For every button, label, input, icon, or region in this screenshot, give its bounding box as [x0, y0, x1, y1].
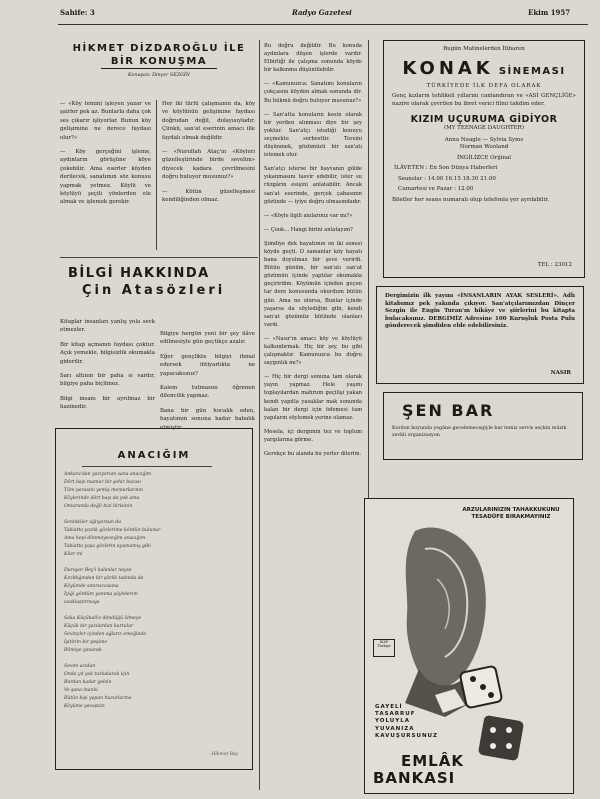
film-phone-note: Biletler her seans numaralı olup telefonla yer ayrılabilir.: [392, 196, 549, 203]
bank-logo: İKSP Türkiye: [373, 639, 395, 657]
interview-paragraph: — Kötün güzelleşmesi kendiliğinden olmaz.: [162, 188, 255, 204]
interview-paragraph: — Köy gerçeğini işleme, aydınların görüşüne köye çekebilir. Ama eserler köyden derilecek, sanatımın söz konusu yapmak yetmez. Köylü ve köylüyü şeçili yönlerden ele almak ve işlemek gerekir.: [60, 149, 151, 206]
poem-line: Küçük bir yazılardan kurtulur: [64, 624, 134, 629]
poem-line: Ankara'dan yazıyorum sana anacığım: [64, 472, 152, 477]
poem-line: Onda yıl yok tuzlukarak için: [64, 672, 130, 677]
interview-paragraph: Mesela, içi dergimin tez ve toplum yargılarına görme.: [264, 428, 362, 443]
page-header: [0, 6, 600, 20]
bank-body-line: YOLUYLA: [375, 718, 410, 725]
poem-box: [55, 428, 253, 770]
poem-line: Duruyor Bey'i kalanlar neyse: [64, 568, 132, 573]
konak-cinema-ad: [383, 40, 585, 278]
film-cast-1: Anna Neagle — Sylvia Syms: [444, 136, 524, 143]
poem-line: Burdan kadar gelsin: [64, 680, 112, 685]
film-original-title: (MY TEENAGE DAUGHTER): [444, 125, 524, 131]
section-rule: [60, 257, 258, 258]
proverb: Sarı altının bir paha sı vardır, bilgiye paha biçilmez.: [60, 373, 155, 388]
page-number: Sahife: 3: [60, 8, 95, 17]
bank-slogan: ARZULARINIZIN TAHAKKUKUNU TESADÜFE BIRAKMAYINIZ: [462, 507, 560, 520]
film-language: İNGİLİZCE Orijinal: [456, 154, 512, 161]
bank-body-text: [375, 704, 439, 740]
proverb: Bir kitap açmanın faydası çoktur. Açık yemekle, bilgisizlik okumakla giderilir.: [60, 341, 155, 365]
poem-line: Dört başı mamur bir şehir burası: [64, 480, 141, 485]
interview-paragraph: Gerekçe bu alanda bu yerler dilerim.: [264, 451, 362, 458]
proverb: Bilgi insanı bir ayrılmaz bir hazinedir.: [60, 395, 155, 411]
konak-brand: KONAK: [402, 57, 494, 79]
proverb: Bana bir gün hocalık eden, hayatımın sonuna kadar babalık etmiştir.: [160, 407, 255, 431]
poem-title: ANACIĞIM: [117, 450, 191, 461]
konak-brand-row: [384, 58, 584, 79]
film-weekend: Cumartesi ve Pazar : 12.00: [398, 186, 474, 192]
bank-body-line: KAVUŞURSUNUZ: [375, 732, 439, 739]
interview-paragraph: — «Köyle ilgili anılarınız var mı?»: [264, 212, 353, 219]
poem-line: Tabiatta yazlık gözlerime kördün bulunur: [64, 528, 161, 533]
proverb: Kitaplar insanları yanlış yola sevk etmezler.: [60, 319, 155, 334]
proverbs-title-line1: BİLGİ HAKKINDA: [68, 266, 210, 281]
bank-brand: EMLÂK: [401, 752, 464, 770]
bar-text: Kordon boyunda yegâne gecelemecegiyle bar temiz servis seçkin müzik zevkli organizasyon: [392, 426, 567, 438]
interview-title-line2: BİR KONUŞMA: [101, 55, 217, 69]
poem-title-rule: [82, 466, 212, 467]
poem-line: Ama hepi dönmeyeceğim anacığım: [64, 536, 146, 541]
poem-stanza: [64, 615, 244, 655]
interview-paragraph: — Çook... Hangi birini anlatayım?: [264, 226, 353, 233]
poem-line: Köyümde sınırsızcasına: [64, 584, 119, 589]
poem-line: Kırıldığından bir şiirlik tadında da: [64, 576, 144, 581]
poem-stanza: [64, 663, 244, 711]
poem-line: Köylerinde dört başı da yok ama: [64, 496, 140, 501]
interview-paragraph: — «Köy temini işleyen yazar ve şairler pek az. Bunlarla daha çok ses çıkarır işliyorlar. Bunun köy gelişimine ne derece faydası olur?»: [60, 101, 151, 141]
poem-line: Kiler mi: [64, 552, 83, 557]
interview-paragraph: Her iki türlü çalışmanın da, köy ve köylünün gelişimine faydası doğrudan değil, dolayısıyladır. Çünkü, san'at eserinin amacı ille faydalı olmak değildir.: [162, 101, 255, 141]
bank-body-line: TASARRUF: [375, 711, 416, 718]
interview-paragraph: — Hiç bir dergi sonuna tam olarak yayın yapmaz. Hele yaşını toplayılardan mahrum geçilişi yakan kendi yapıtla yasaklar mak sonunda kalan bir dergi için ödemesi tam yapıların söylemek yerine olamaz.: [264, 374, 362, 421]
interview-paragraph: — San'atta konuların kesin olarak bir yerden alınması diye bir şey yoktur. San'atçı istediği konuyu seçmekte serbesttir. Tersini düşünmek, gözümüzü bir san'atı istemek olur.: [264, 111, 362, 159]
book-ad-signature: NASIR: [550, 369, 571, 376]
interview-byline: Konuşan: Dinçer SEZGİN: [128, 73, 190, 78]
poem-line: Sevim acıdan: [64, 664, 96, 669]
proverbs-title-line2: Çin Atasözleri: [82, 283, 226, 298]
proverb: Eğer gençlikte bilgiyi ihmal edersek ihtiyarlıkta ne yapacaksınız?: [160, 353, 255, 377]
poem-body: [64, 471, 244, 719]
poem-line: İyiği gördüm yanıma şöylelerim: [64, 592, 138, 597]
proverbs-headline: [68, 266, 254, 299]
interview-column-3: [264, 42, 362, 464]
konak-intro: Bugün Matinelerden İtibaren: [443, 46, 525, 52]
poem-stanza: [64, 519, 244, 559]
interview-paragraph: Şimdiye dek hayatımın on iki senesi köyde geçti. O zamanlar köy hayatı bana doyulmaz bir şeve verirdi. Bütün günüm, bir san'atı san'at gözümün içinde yaptılar okumakla geçirirdim. Köyümün içinden geçen tar dere konusunda okurdum bütün gün. Ama ne olursa, Bunlar içinde yaşarsa da söylediğim gibi, kendi san'at gözümüz bütünde olanları vardı.: [264, 240, 362, 328]
bar-title: ŞEN BAR: [402, 401, 495, 420]
konak-brand-sub: SİNEMASI: [498, 65, 566, 77]
interview-paragraph: — «Kamunuzca: Sanatımı konuların çokçasını köyden almak sonunda dir. Bu hükmü doğru buluyor musunuz?»: [264, 81, 362, 104]
bank-brand-line2: BANKASI: [373, 769, 456, 787]
poem-line: Sevinçler içinden ağlarız emeğinde: [64, 632, 147, 637]
column-divider: [156, 100, 157, 250]
interview-paragraph: — «Nasır'ın amacı köy ve köylüyü kalkındırmak. Hiç bir şey, bu gibi çalışmaktır. Kamunuzca bu doğru saygınlık mı?»: [264, 335, 362, 367]
interview-title-line1: HİKMET DİZDAROĞLU İLE: [72, 43, 246, 54]
film-cast-2: Norman Wooland: [459, 144, 509, 150]
interview-column-2: [162, 100, 255, 210]
poem-line: Bilmiye yanarak: [64, 648, 102, 653]
film-sessions: Seanslar : 14.00 16.15 18.30 21.00: [398, 175, 496, 182]
header-rule: [58, 24, 588, 25]
poem-signature: Hikmet Baş: [211, 752, 238, 757]
interview-headline: [60, 42, 258, 80]
proverb: Bilgiye hergün yeni bir şey ilâve edilmesiyle gün geçtikçe azalır.: [160, 331, 255, 346]
interview-paragraph: San'atçı isterse bir hayvanın gölde yıkanmasını tasvir edebilir, ister su rüzgârın esişini anlatabilir. Ancak san'at eserinde, gerçek çabasının gözünde — iyiye doğru olmasındadır.: [264, 166, 362, 205]
poem-stanza: [64, 471, 244, 511]
proverbs-column-2: [160, 330, 255, 438]
interview-paragraph: — «Nurullah Ataç'ın «Köyleri güzelleştirinde birde sevelim» diyecek kadara çevrilmesini doğru buluyor musunuz?»: [162, 149, 255, 181]
second-dice-icon: [475, 714, 535, 764]
poem-line: Ve şana inanki: [64, 688, 98, 693]
book-ad: [376, 286, 584, 384]
poem-line: uzaklaştırmaya: [64, 600, 100, 605]
konak-subtitle: TÜRKİYEDE İLK DEFA OLARAK: [426, 82, 542, 89]
film-extra: İLÂVETEN : En Son Dünya Haberleri: [394, 165, 498, 171]
column-divider: [259, 40, 260, 790]
bank-body-line: YUVANIZA: [375, 725, 415, 732]
book-ad-text: Dergimizin ilk yayını «İNSANLARIN AYAK SESLERİ». Adlı kitabımız pek yakında çıkıyor. San'atçılarımızdan Dinçer Sezgin ile Engin Turan'ın hikâye ve şiirlerini bu kitapta bulacaksınız. DERGİMİZ Adresine 100 Kuruşluk Posta Pulu gönderecek şimdiden elde edebilirsiniz.: [385, 293, 575, 329]
proverbs-column-1: [60, 318, 155, 418]
poem-line: Köyüme yavaştan: [64, 704, 105, 709]
sen-bar-ad: [383, 392, 583, 460]
bank-body-line: GAYELİ: [375, 704, 403, 710]
poem-line: Seninkiler ağlıyorsun da: [64, 520, 121, 525]
film-title: KIZIM UÇURUMA GİDİYOR: [410, 114, 558, 125]
interview-paragraph: Bu doğru değildir. Bu konuda aydınlara düşen işlerde vardır. Elbirliği ile çalışma sonunda köyde bir kalkınma düşünülebilir.: [264, 43, 362, 74]
poem-line: Saka Küçükali'e döndüğü ölmeye: [64, 616, 142, 621]
issue-date: Ekim 1957: [528, 8, 571, 17]
poem-stanza: [64, 567, 244, 607]
paper-name: Radyo Gazetesi: [292, 8, 352, 17]
poem-line: Tüm parasını yemiş memurlarının: [64, 488, 143, 493]
poem-line: Omurunda değil bizi birisinin: [64, 504, 133, 509]
konak-description: Genç kızların tehlikeli yıllarını canlandıran ve «ASİ GENÇLİĞE» nazire olarak çevrilen bu ibret verici filmi takdim eder.: [392, 93, 576, 107]
poem-line: Bütün kişi yapan huzurlarına: [64, 696, 132, 701]
interview-column-1: [60, 100, 151, 213]
proverb: Kalem tutmasını öğrenen dilencilik yapmaz.: [160, 385, 255, 400]
film-phone: TEL : 23012: [537, 261, 572, 268]
poem-line: Tabiatta yaşa gözlerin uyumamış gibi: [64, 544, 151, 549]
emlak-bank-ad: [364, 498, 574, 794]
poem-line: İşitirim bir peşime: [64, 640, 108, 645]
